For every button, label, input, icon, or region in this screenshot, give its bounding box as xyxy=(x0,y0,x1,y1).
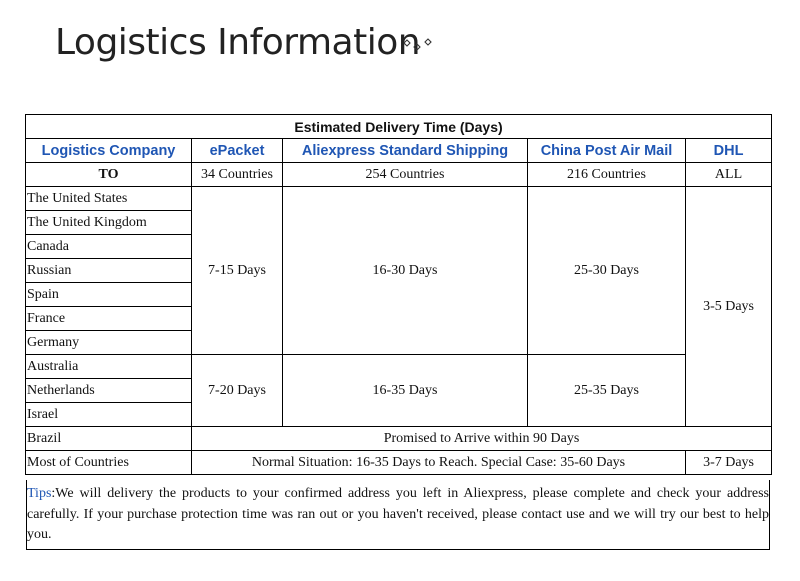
group2-aliexpress-time: 16-35 Days xyxy=(283,355,528,427)
group2-epacket-time: 7-20 Days xyxy=(192,355,283,427)
header-dhl: DHL xyxy=(686,139,772,163)
most-countries-note: Normal Situation: 16-35 Days to Reach. Special Case: 35-60 Days xyxy=(192,451,686,475)
dhl-country-count: ALL xyxy=(686,163,772,187)
country-cell: Russian xyxy=(26,259,192,283)
header-epacket: ePacket xyxy=(192,139,283,163)
china-post-country-count: 216 Countries xyxy=(528,163,686,187)
group1-aliexpress-time: 16-30 Days xyxy=(283,187,528,355)
country-cell: Netherlands xyxy=(26,379,192,403)
country-cell: Canada xyxy=(26,235,192,259)
country-cell-brazil: Brazil xyxy=(26,427,192,451)
header-logistics-company: Logistics Company xyxy=(26,139,192,163)
dhl-main-time: 3-5 Days xyxy=(686,187,772,427)
tips-text: :We will delivery the products to your confirmed address you left in Aliexpress, please complete and check your address carefully. If your purchase protection time was ran out or you haven't received, please contact use and we will try our best to help you. xyxy=(27,486,769,542)
table-caption: Estimated Delivery Time (Days) xyxy=(26,115,772,139)
page-title: Logistics Information xyxy=(55,22,421,63)
country-cell: Australia xyxy=(26,355,192,379)
country-cell: The United Kingdom xyxy=(26,211,192,235)
to-label: TO xyxy=(26,163,192,187)
country-cell-most: Most of Countries xyxy=(26,451,192,475)
tips-label: Tips xyxy=(27,486,52,501)
tips-box xyxy=(26,480,770,550)
delivery-time-table xyxy=(25,114,772,475)
country-cell: Germany xyxy=(26,331,192,355)
country-cell: Spain xyxy=(26,283,192,307)
group1-china-post-time: 25-30 Days xyxy=(528,187,686,355)
group2-china-post-time: 25-35 Days xyxy=(528,355,686,427)
country-cell: Israel xyxy=(26,403,192,427)
header-aliexpress-standard: Aliexpress Standard Shipping xyxy=(283,139,528,163)
country-cell: France xyxy=(26,307,192,331)
diamond-ornament-icon xyxy=(403,36,437,54)
aliexpress-country-count: 254 Countries xyxy=(283,163,528,187)
brazil-delivery-note: Promised to Arrive within 90 Days xyxy=(192,427,772,451)
epacket-country-count: 34 Countries xyxy=(192,163,283,187)
most-countries-dhl-time: 3-7 Days xyxy=(686,451,772,475)
country-cell: The United States xyxy=(26,187,192,211)
group1-epacket-time: 7-15 Days xyxy=(192,187,283,355)
header-china-post: China Post Air Mail xyxy=(528,139,686,163)
